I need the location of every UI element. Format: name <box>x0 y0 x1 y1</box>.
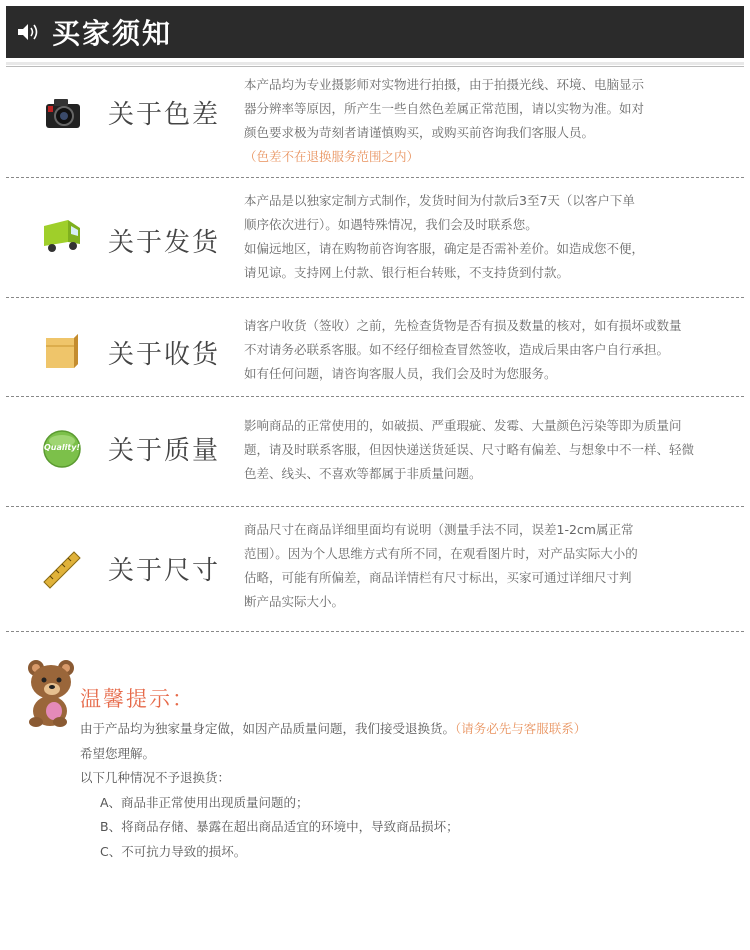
camera-icon <box>40 92 84 136</box>
section-divider <box>6 396 744 397</box>
teddy-bear-icon <box>22 656 82 728</box>
tips-title: 温馨提示： <box>80 687 195 711</box>
section-text-shipping: 本产品是以独家定制方式制作，发货时间为付款后3至7天（以客户下单 顺序依次进行）。如遇特殊情况，我们会及时联系您。 如偏远地区，请在购物前咨询客服，确定是否需补差价。如造成您不便， 请见谅。支持网上付款、银行柜台转账，不支持货到付款。 <box>244 193 645 280</box>
section-text-receiving: 请客户收货（签收）之前，先检查货物是否有损及数量的核对，如有损坏或数量 不对请务必联系客服。如不经仔细检查冒然签收，造成后果由客户自行承担。 如有任何问题，请咨询客服人员，我们会及时为您服务。 <box>244 318 682 381</box>
header-divider <box>6 62 744 65</box>
speaker-icon <box>16 21 42 43</box>
tips-line-3: 以下几种情况不予退换货： <box>80 770 231 785</box>
tips-item: B、将商品存储、暴露在超出商品适宜的环境中，导致商品损坏； <box>100 819 459 834</box>
tips-item: A、商品非正常使用出现质量问题的； <box>100 794 309 810</box>
section-title-color: 关于色差 <box>108 100 221 130</box>
section-title-shipping: 关于发货 <box>108 228 221 258</box>
ruler-icon <box>40 546 84 590</box>
delivery-truck-icon <box>40 212 84 256</box>
section-title-size: 关于尺寸 <box>108 556 221 586</box>
section-divider <box>6 631 744 632</box>
color-note: （色差不在退换服务范围之内） <box>244 149 420 164</box>
page-title: 买家须知 <box>52 17 173 50</box>
tips-line-1: 由于产品均为独家量身定做，如因产品质量问题，我们接受退换货。（请务必先与客服联系） <box>80 721 587 736</box>
tips-body <box>80 717 586 864</box>
section-title-receiving: 关于收货 <box>108 340 221 370</box>
tips-contact-note: （请务必先与客服联系） <box>455 721 587 736</box>
package-box-icon <box>40 328 84 372</box>
section-text-size: 商品尺寸在商品详细里面均有说明（测量手法不同，误差1-2cm属正常 范围）。因为个人思维方式有所不同，在观看图片时，对产品实际大小的 估略，可能有所偏差，商品详情栏有尺寸标出，买家可通过详细尺寸判 断产品实际大小。 <box>244 522 638 609</box>
section-divider <box>6 297 744 298</box>
quality-badge-text: Quality! <box>44 443 81 452</box>
quality-badge-icon <box>40 427 84 471</box>
section-text-color: 本产品均为专业摄影师对实物进行拍摄，由于拍摄光线、环境、电脑显示 器分辨率等原因，所产生一些自然色差属正常范围，请以实物为准。如对 颜色要求极为苛刻者请谨慎购买，或购买前咨询我们客服人员。 （色差不在退换服务范围之内） <box>244 73 734 169</box>
section-divider <box>6 177 744 178</box>
header-divider-line <box>6 66 744 67</box>
tips-line-2: 希望您理解。 <box>80 745 156 761</box>
section-divider <box>6 506 744 507</box>
section-title-quality: 关于质量 <box>108 436 221 466</box>
header-bar <box>6 6 744 58</box>
tips-item: C、不可抗力导致的损坏。 <box>100 843 247 859</box>
section-text-quality: 影响商品的正常使用的，如破损、严重瑕疵、发霉、大量颜色污染等即为质量问 题，请及时联系客服，但因快递送货延误、尺寸略有偏差、与想象中不一样、轻微 色差、线头、不喜欢等都属于非质量问题。 <box>244 418 695 481</box>
